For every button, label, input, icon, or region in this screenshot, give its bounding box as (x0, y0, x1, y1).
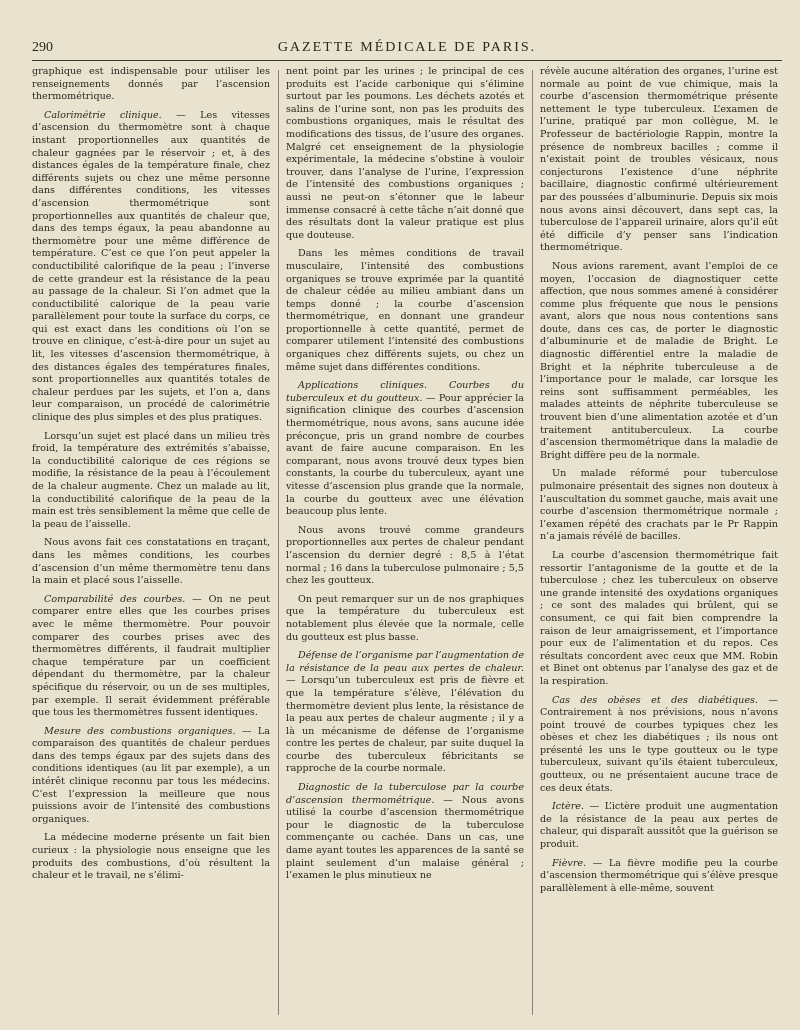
paragraph-text: Nous avons fait ces constatations en traçant, dans les mêmes conditions, les courbes d’ascension d’un même thermomètre tenu dans la main et placé sous l’aisselle. (32, 537, 270, 587)
section-heading: Cas des obèses et des diabétiques. — (552, 694, 778, 706)
paragraph (540, 66, 778, 255)
paragraph (286, 66, 524, 242)
paragraph-text: Un malade réformé pour tuberculose pulmonaire présentait des signes non douteux à l’auscultation du sommet gauche, mais avait une courbe d’ascension thermométrique normale ; l’examen répété des crachats par le Pr Rappin n’a jamais révélé de bacilles. (540, 468, 778, 543)
paragraph (540, 858, 778, 896)
paragraph-text: graphique est indispensable pour utiliser les renseignements donnés par l’ascension thermométrique. (32, 66, 270, 103)
paragraph (286, 248, 524, 374)
paragraph-text: Contrairement à nos prévisions, nous n’avons point trouvé de courbes typiques chez les obèses et chez les diabétiques ; ils nous ont présenté les uns le type goutteux ou le type tuberculeux, suivant qu’ils étaient tuberculeux, goutteux, ou ne présentaient aucune trace de ces deux états. (540, 707, 778, 794)
paragraph-text: révèle aucune altération des organes, l’urine est normale au point de vue chimique, mais la courbe d’ascension thermométrique présente nettement le type tuberculeux. L’examen de l’urine, pratiqué par mon collègue, M. le Professeur de bactériologie Rappin, montre la présence de nombreux bacilles ; comme il n’existait point de troubles vésicaux, nous conjecturons l’existence d’une néphrite bacillaire, diagnostic confirmé ultérieurement par des poussées d’albuminurie. Depuis six mois nous avons ainsi découvert, dans sept cas, la tuberculose de l’appareil urinaire, alors qu’il eût été difficile d’y penser sans l’indication thermométrique. (540, 66, 778, 254)
paragraph-text: Dans les mêmes conditions de travail musculaire, l’intensité des combustions organiques se trouve exprimée par la quantité de chaleur cédée au milieu ambiant dans un temps donné ; la courbe d’ascension thermométrique, en donnant une grandeur proportionnelle à cette quantité, permet de comparer utilement l’intensité des combustions organiques chez différents sujets, ou chez un même sujet dans différentes conditions. (286, 248, 524, 373)
paragraph-text: Nous avions rarement, avant l’emploi de ce moyen, l’occasion de diagnostiquer cette affection, que nous sommes amené à considérer comme plus fréquente que nous le pensions avant, alors que nous nous contentions sans doute, dans ces cas, de porter le diagnostic d’albuminurie et de maladie de Bright. Le diagnostic différentiel entre la maladie de Bright et la néphrite tuberculeuse a de l’importance pour le malade, car lorsque les reins sont suffisamment perméables, les malades atteints de néphrite tuberculeuse se trouvent bien d’une alimentation azotée et d’un traitement antituberculeux. La courbe d’ascension thermométrique dans la maladie de Bright diffère peu de la normale. (540, 260, 778, 461)
paragraph-text: nent point par les urines ; le principal de ces produits est l’acide carbonique qui s’élimine surtout par les poumons. Les déchets azotés et salins de l’urine sont, non pas les produits des combustions organiques, mais le résultat des modifications des tissus, de l’usure des organes. Malgré cet enseignement de la physiologie expérimentale, la médecine s’obstine à vouloir trouver, dans l’analyse de l’urine, l’expression de l’intensité des combustions organiques ; aussi ne peut-on s’étonner que le labeur immense consacré à cette tâche n’ait donné que des résultats dont la valeur pratique est plus que douteuse. (286, 66, 524, 241)
paragraph (286, 782, 524, 883)
paragraph-text: La courbe d’ascension thermométrique fait ressortir l’antagonisme de la goutte et de la tuberculose ; chez les tuberculeux on observe une grande intensité des oxydations organiques ; ce sont des malades qui brûlent, qui se consument, ce qui fait bien comprendre la raison de leur amaigrissement, et l’importance pour eux de l’alimentation et du repos. Ces résultats concordent avec ceux que MM. Robin et Binet ont obtenus par l’analyse des gaz et de la respiration. (540, 549, 778, 687)
paragraph (540, 468, 778, 544)
section-heading: Comparabilité des courbes. — (44, 593, 202, 605)
paragraph (32, 110, 270, 425)
paragraph (32, 66, 270, 104)
paragraph (540, 550, 778, 689)
running-header (32, 40, 782, 66)
paragraph-text: Lorsqu’un tuberculeux est pris de fièvre et que la température s’élève, l’élévation du thermomètre devient plus lente, la résistance de la peau aux pertes de chaleur augmente ; il y a là un mécanisme de défense de l’organisme contre les pertes de chaleur, par suite duquel la courbe des tuberculeux fébricitants se rapproche de la courbe normale. (286, 675, 524, 775)
paragraph-text: La fièvre modifie peu la courbe d’ascension thermométrique qui s’élève presque parallèlement à elle-même, souvent (540, 857, 778, 894)
paragraph (32, 537, 270, 587)
running-title: GAZETTE MÉDICALE DE PARIS. (277, 40, 537, 55)
paragraph-text: On ne peut comparer entre elles que les courbes prises avec le même thermomètre. Pour pouvoir comparer des courbes prises avec des thermomètres différents, il faudrait multiplier chaque température par un coefficient dépendant du thermomètre, par la chaleur spécifique du réservoir, ou un de ses multiples, par exemple. Il serait évidemment préférable que tous les thermomètres fussent identiques. (32, 593, 270, 719)
section-heading: Calorimétrie clinique. — (44, 109, 186, 121)
paragraph (32, 726, 270, 827)
paragraph-text: La comparaison des quantités de chaleur perdues dans des temps égaux par des sujets dans des conditions identiques (au lit par exemple), a un intérêt clinique reconnu par tous les médecins. C’est l’expression la meilleure que nous puissions avoir de l’intensité des combustions organiques. (32, 725, 270, 825)
paragraph-text: Nous avons utilisé la courbe d’ascension thermométrique pour le diagnostic de la tuberculose commençante ou cachée. Dans un cas, une dame ayant toutes les apparences de la santé se plaint seulement d’un malaise général ; l’examen le plus minutieux ne (286, 794, 524, 882)
section-heading: Ictère. — (552, 801, 600, 813)
section-heading: Applications cliniques. Courbes du tuberculeux et du goutteux. — (286, 380, 524, 404)
paragraph (286, 594, 524, 644)
paragraph (540, 695, 778, 796)
paragraph-text: La médecine moderne présente un fait bien curieux : la physiologie nous enseigne que les produits des combustions, d’où résultent la chaleur et le travail, ne s’élimi- (32, 832, 270, 882)
column-3 (540, 66, 778, 1021)
paragraph (286, 650, 524, 776)
paragraph (32, 594, 270, 720)
paragraph (32, 431, 270, 532)
text-columns (32, 66, 782, 1021)
paragraph-text: Lorsqu’un sujet est placé dans un milieu très froid, la température des extrémités s’abaisse, la conductibilité calorique de ces régions se modifie, la résistance de la peau à l’écoulement de la chaleur augmente. Chez un malade au lit, la conductibilité calorifique de la peau de la main est très sensiblement la même que celle de la peau de l’aisselle. (32, 430, 270, 530)
paragraph (32, 832, 270, 882)
page-number: 290 (32, 40, 53, 55)
column-1 (32, 66, 270, 1021)
paragraph-text: Nous avons trouvé comme grandeurs proportionnelles aux pertes de chaleur pendant l’ascension du dernier degré : 8,5 à l’état normal ; 16 dans la tuberculose pulmonaire ; 5,5 chez les goutteux. (286, 524, 524, 587)
paragraph (286, 380, 524, 519)
paragraph (540, 801, 778, 851)
section-heading: Fièvre. — (552, 857, 603, 869)
paragraph (540, 261, 778, 463)
paragraph-text: Pour apprécier la signification clinique des courbes d’ascension thermométrique, nous avons, sans aucune idée préconçue, pris un grand nombre de courbes avant de faire aucune comparaison. En les comparant, nous avons trouvé deux types bien constants, la courbe du tuberculeux, ayant une vitesse d’ascension plus grande que la normale, la courbe du goutteux avec une élévation beaucoup plus lente. (286, 392, 524, 518)
paragraph-text: On peut remarquer sur un de nos graphiques que la température du tuberculeux est notablement plus élevée que la normale, celle du goutteux est plus basse. (286, 593, 524, 643)
column-2 (286, 66, 524, 1021)
paragraph-text: Les vitesses d’ascension du thermomètre sont à chaque instant proportionnelles aux quantités de chaleur gagnées par le réservoir ; et, à des distances égales de la température finale, chez différents sujets ou chez une même personne dans différentes conditions, les vitesses d’ascension thermométrique sont proportionnelles aux quantités de chaleur que, dans des temps égaux, la peau abandonne au thermomètre pour une même différence de température. C’est ce que l’on peut appeler la conductibilité calorifique de la peau ; l’inverse de cette grandeur est la résistance de la peau au passage de la chaleur. Si l’on admet que la conductibilité calorique de la peau varie parallèlement pour toute la surface du corps, ce qui est exact dans les conditions où l’on se trouve en clinique, c’est-à-dire pour un sujet au lit, les vitesses d’ascension thermométrique, à des distances égales des températures finales, sont proportionnelles aux quantités totales de chaleur perdues par les sujets, et l’on a, dans leur comparaison, un procédé de calorimétrie clinique des plus simples et des plus pratiques. (32, 109, 270, 424)
section-heading: Défense de l’organisme par l’augmentation de la résistance de la peau aux pertes de chaleur. — (286, 650, 524, 687)
header-rule (32, 60, 782, 61)
paragraph (286, 525, 524, 588)
section-heading: Diagnostic de la tuberculose par la courbe d’ascension thermométrique. — (286, 782, 524, 806)
paragraph-text: L’ictère produit une augmentation de la résistance de la peau aux pertes de chaleur, qui disparaît aussitôt que la guérison se produit. (540, 801, 778, 851)
section-heading: Mesure des combustions organiques. — (44, 725, 252, 737)
